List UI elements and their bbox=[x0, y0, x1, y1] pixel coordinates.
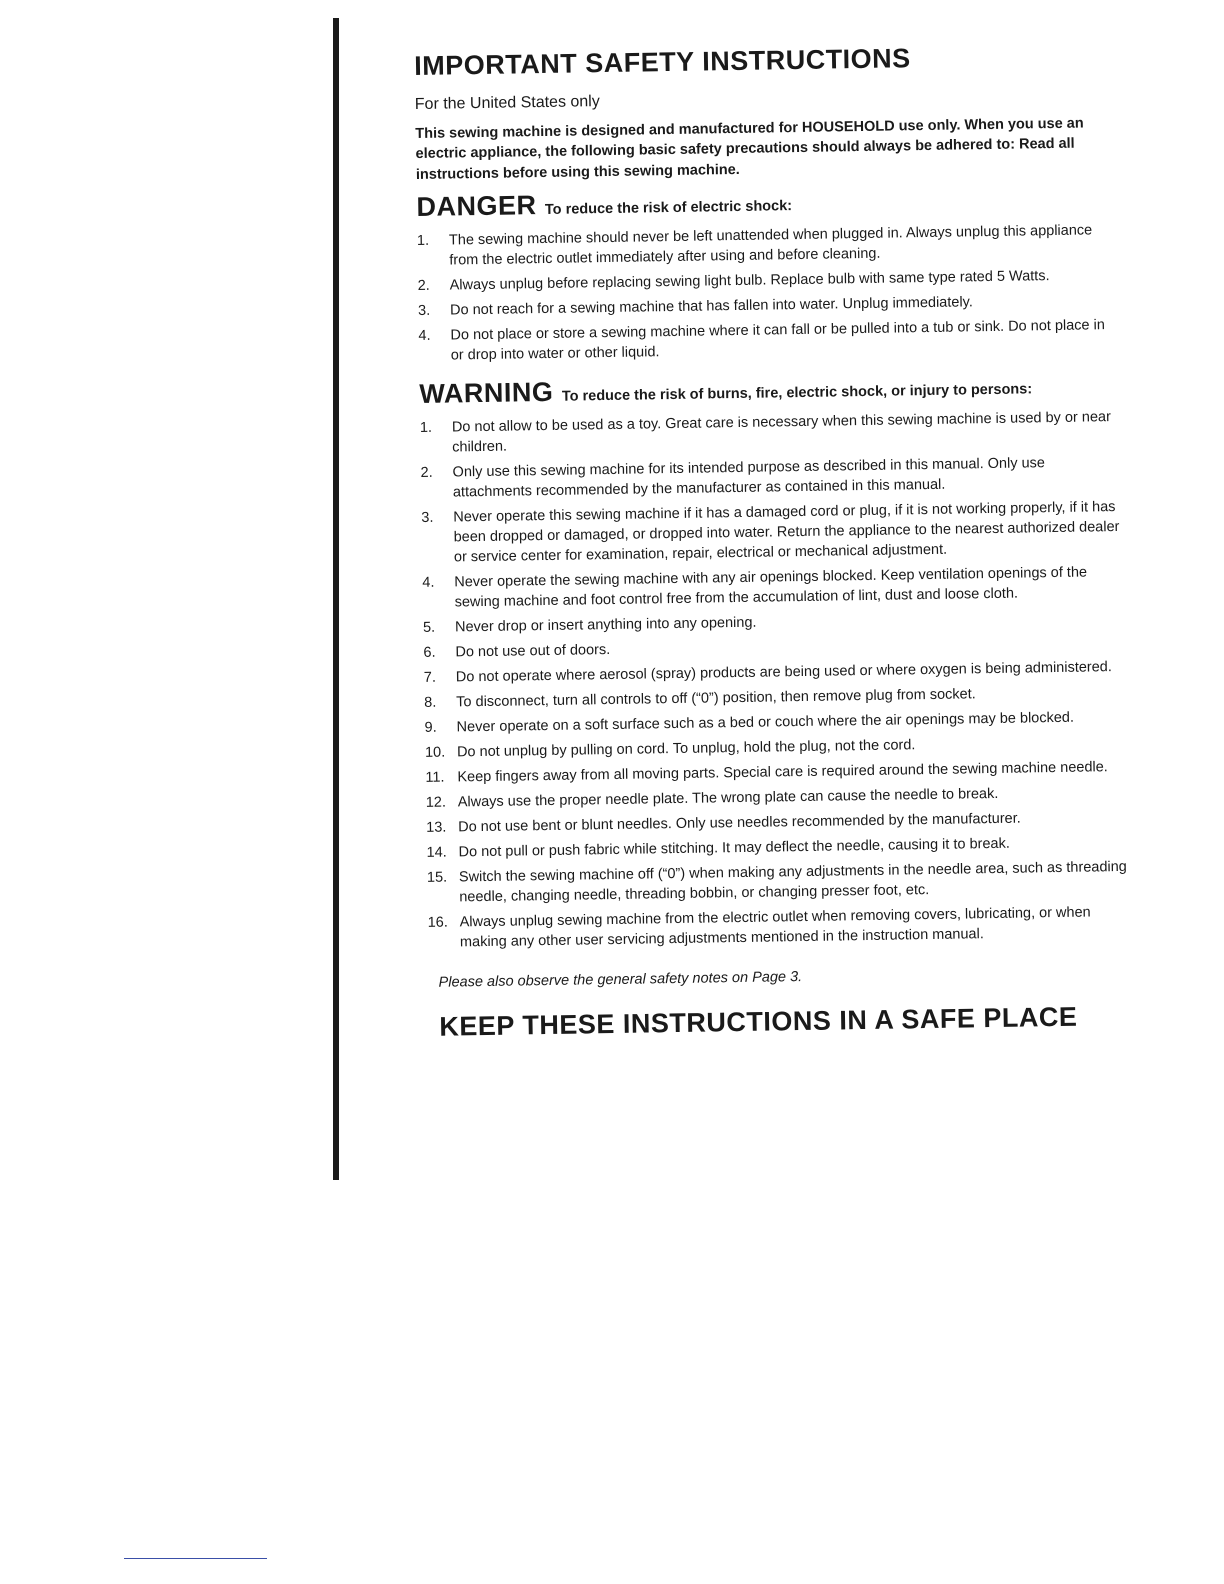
item-text: Always unplug before replacing sewing light bulb. Replace bulb with same type rated 5 Watts. bbox=[449, 268, 1050, 294]
item-text: Always unplug sewing machine from the electric outlet when removing covers, lubricating, or when making any other user servicing adjustments mentioned in the instruction manual. bbox=[459, 904, 1091, 951]
warning-list bbox=[420, 407, 1128, 953]
item-number: 3. bbox=[421, 509, 434, 526]
item-number: 1. bbox=[419, 419, 433, 436]
item-text: Do not allow to be used as a toy. Great care is necessary when this sewing machine is used by or near children. bbox=[451, 408, 1111, 456]
item-text: Never operate on a soft surface such as a bed or couch where the air openings may be blocked. bbox=[456, 709, 1075, 736]
item-number: 8. bbox=[424, 694, 437, 711]
item-text: Never operate the sewing machine with any air openings blocked. Keep ventilation openings of the sewing machine and foot control free from the accumulation of lint, dust and loose cloth. bbox=[454, 564, 1088, 611]
item-number: 4. bbox=[418, 327, 431, 345]
page-title: IMPORTANT SAFETY INSTRUCTIONS bbox=[413, 43, 911, 81]
list-item bbox=[420, 452, 1121, 503]
item-text: The sewing machine should never be left unattended when plugged in. Always unplug this appliance from the electric outlet immediately after using and before cleaning. bbox=[448, 222, 1093, 269]
list-item bbox=[428, 902, 1129, 953]
item-text: Never operate this sewing machine if it has a damaged cord or plug, if it is not working properly, if it has been dropped or damaged, or dropped into water. Return the appliance to the nearest authorized dealer or service center for examination, repair, electrical or mechanical adjustment. bbox=[453, 498, 1120, 566]
item-text: To disconnect, turn all controls to off (“0”) position, then remove plug from socket. bbox=[456, 686, 976, 711]
binding-bar bbox=[333, 18, 339, 1180]
region-note: For the United States only bbox=[414, 92, 600, 113]
list-item bbox=[422, 562, 1123, 613]
item-number: 2. bbox=[420, 464, 433, 481]
item-text: Always use the proper needle plate. The wrong plate can cause the needle to break. bbox=[457, 785, 999, 811]
item-number: 1. bbox=[416, 232, 430, 250]
warning-heading bbox=[419, 369, 1119, 410]
item-text: Keep fingers away from all moving parts. Special care is required around the sewing machine needle. bbox=[457, 758, 1108, 786]
footer-rule bbox=[124, 1558, 267, 1559]
intro-paragraph: This sewing machine is designed and manufactured for HOUSEHOLD use only. When you use an electric appliance, the following basic safety precautions should always be adhered to: Read all instructions before using this sewing machine. bbox=[415, 115, 1084, 183]
item-number: 9. bbox=[424, 719, 437, 736]
item-text: Do not use bent or blunt needles. Only use needles recommended by the manufacturer. bbox=[458, 810, 1021, 836]
item-text: Do not reach for a sewing machine that has fallen into water. Unplug immediately. bbox=[449, 294, 973, 319]
danger-subtitle: To reduce the risk of electric shock: bbox=[544, 198, 793, 219]
item-number: 14. bbox=[426, 844, 447, 861]
item-number: 16. bbox=[427, 914, 448, 931]
danger-label: DANGER bbox=[416, 190, 537, 223]
danger-list bbox=[417, 220, 1119, 366]
danger-heading bbox=[416, 182, 1116, 223]
list-item bbox=[427, 857, 1128, 908]
item-text: Never drop or insert anything into any opening. bbox=[454, 614, 757, 636]
item-number: 2. bbox=[417, 277, 430, 295]
warning-subtitle: To reduce the risk of burns, fire, electric shock, or injury to persons: bbox=[561, 381, 1033, 405]
item-number: 15. bbox=[426, 869, 448, 886]
item-number: 13. bbox=[426, 819, 447, 836]
item-number: 6. bbox=[423, 644, 436, 661]
list-item bbox=[417, 220, 1118, 271]
list-item bbox=[418, 315, 1119, 366]
closing-heading: KEEP THESE INSTRUCTIONS IN A SAFE PLACE bbox=[439, 1001, 1078, 1042]
item-text: Switch the sewing machine off (“0”) when making any adjustments in the needle area, such as threading needle, changing needle, threading bobbin, or changing presser foot, etc. bbox=[458, 858, 1127, 906]
safety-instructions-page bbox=[414, 41, 1129, 1042]
item-number: 10. bbox=[424, 744, 446, 761]
item-number: 7. bbox=[423, 669, 437, 686]
item-text: Do not unplug by pulling on cord. To unplug, hold the plug, not the cord. bbox=[456, 737, 916, 761]
item-number: 4. bbox=[422, 574, 435, 591]
page-reference-note: Please also observe the general safety notes on Page 3. bbox=[438, 968, 803, 991]
item-text: Do not operate where aerosol (spray) products are being used or where oxygen is being administered. bbox=[455, 658, 1112, 686]
item-text: Do not use out of doors. bbox=[455, 641, 611, 661]
list-item bbox=[420, 407, 1121, 458]
item-number: 3. bbox=[417, 302, 431, 320]
item-number: 5. bbox=[422, 619, 436, 636]
item-number: 12. bbox=[425, 794, 447, 811]
item-text: Only use this sewing machine for its intended purpose as described in this manual. Only use attachments recommended by the manufacturer as contained in this manual. bbox=[452, 454, 1046, 501]
item-text: Do not place or store a sewing machine where it can fall or be pulled into a tub or sink. Do not place in or drop into water or other liquid. bbox=[450, 317, 1105, 364]
warning-label: WARNING bbox=[419, 376, 554, 410]
item-text: Do not pull or push fabric while stitching. It may deflect the needle, causing it to break. bbox=[458, 835, 1010, 861]
list-item bbox=[421, 497, 1122, 568]
item-number: 11. bbox=[425, 769, 445, 786]
